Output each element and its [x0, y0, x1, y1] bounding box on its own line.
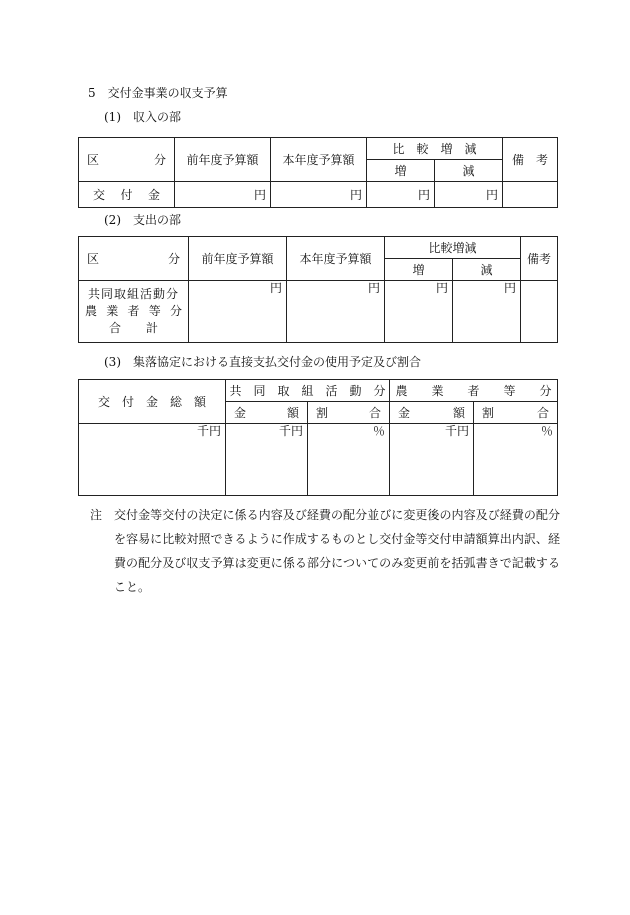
expense-header-decrease: 減 — [453, 259, 521, 281]
usage-header-joint-ratio: 割 合 — [308, 402, 390, 424]
expense-header-category: 区 分 — [79, 237, 189, 281]
usage-header-total: 交 付 金 総 額 — [79, 380, 226, 424]
note-text: 交付金等交付の決定に係る内容及び経費の配分並びに変更後の内容及び経費の配分を容易に比較対照できるように作成するものとし交付金等交付申請額算出内訳、経費の配分及び収支予算は変更に係る部分についてのみ変更前を括弧書きで記載すること。 — [114, 508, 560, 594]
table-row — [79, 182, 558, 208]
expense-row-remarks — [521, 281, 558, 343]
usage-row-joint-amount: 千円 — [226, 424, 308, 496]
usage-header-joint: 共 同 取 組 活 動 分 — [226, 380, 390, 402]
usage-heading: (3) 集落協定における直接支払交付金の使用予定及び割合 — [104, 355, 422, 369]
usage-header-farmer-amount: 金 額 — [390, 402, 474, 424]
income-header-remarks: 備 考 — [503, 138, 558, 182]
expense-row-decrease: 円 — [453, 281, 521, 343]
note — [90, 503, 560, 599]
expense-label-joint: 共同取組活動分 — [87, 287, 179, 301]
income-row-increase: 円 — [367, 182, 435, 208]
table-row — [79, 281, 558, 343]
expense-header-increase: 増 — [385, 259, 453, 281]
expense-label-farmer: 農 業 者 等 分 — [85, 304, 182, 318]
note-label: 注 — [90, 508, 103, 522]
usage-row-total: 千円 — [79, 424, 226, 496]
income-row-decrease: 円 — [435, 182, 503, 208]
expense-table — [78, 236, 558, 343]
usage-header-farmer-ratio: 割 合 — [474, 402, 558, 424]
usage-header-farmer: 農 業 者 等 分 — [390, 380, 558, 402]
usage-row-joint-ratio: ％ — [308, 424, 390, 496]
income-header-prev-budget: 前年度予算額 — [175, 138, 271, 182]
expense-row-increase: 円 — [385, 281, 453, 343]
usage-table — [78, 379, 558, 496]
income-header-increase: 増 — [367, 160, 435, 182]
usage-row-farmer-amount: 千円 — [390, 424, 474, 496]
income-row-label: 交 付 金 — [79, 182, 175, 208]
income-header-curr-budget: 本年度予算額 — [271, 138, 367, 182]
usage-header-joint-amount: 金 額 — [226, 402, 308, 424]
income-header-decrease: 減 — [435, 160, 503, 182]
expense-header-curr-budget: 本年度予算額 — [287, 237, 385, 281]
income-row-prev: 円 — [175, 182, 271, 208]
expense-row-labels — [79, 281, 189, 343]
expense-header-remarks: 備考 — [521, 237, 558, 281]
expense-header-prev-budget: 前年度予算額 — [189, 237, 287, 281]
income-row-curr: 円 — [271, 182, 367, 208]
table-row — [79, 424, 558, 496]
income-heading: (1) 収入の部 — [104, 110, 181, 124]
expense-header-compare: 比較増減 — [385, 237, 521, 259]
expense-row-prev: 円 — [189, 281, 287, 343]
expense-label-total: 合 計 — [109, 321, 158, 335]
expense-heading: (2) 支出の部 — [104, 213, 181, 227]
expense-row-curr: 円 — [287, 281, 385, 343]
usage-row-farmer-ratio: ％ — [474, 424, 558, 496]
income-header-compare: 比 較 増 減 — [367, 138, 503, 160]
income-header-category: 区 分 — [79, 138, 175, 182]
income-row-remarks — [503, 182, 558, 208]
section-heading: 5 交付金事業の収支予算 — [88, 86, 228, 100]
income-table — [78, 137, 558, 208]
